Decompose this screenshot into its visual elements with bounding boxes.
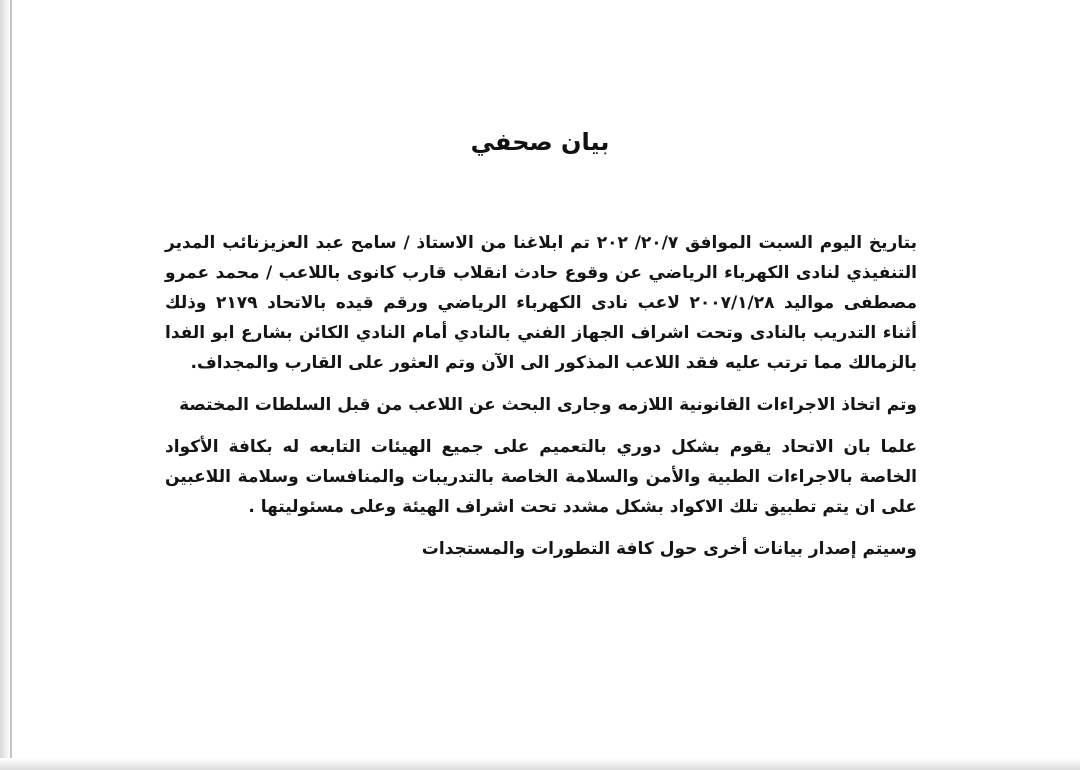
paragraph-safety-codes: علما بان الاتحاد يقوم بشكل دوري بالتعميم على جميع الهيئات التابعه له بكافة الأكواد الخاصة بالاجراءات الطبية والأمن والسلامة الخاصة بالتدريبات والمنافسات وسلامة اللاعبين على ان يتم تطبيق تلك الاكواد بشكل مشدد تحت اشراف الهيئة وعلى مسئوليتها .	[165, 437, 917, 517]
page-left-edge	[0, 0, 12, 770]
document-title: بيان صحفي	[470, 128, 610, 156]
paragraph-legal-procedures: وتم اتخاذ الاجراءات القانونية اللازمه وجارى البحث عن اللاعب من قبل السلطات المختصة	[179, 395, 917, 415]
paragraph-incident-report: بتاريخ اليوم السبت الموافق ٢٠/٧/ ٢٠٢ تم ابلاغنا من الاستاذ / سامح عبد العزيزنائب المدير التنفيذي لنادى الكهرباء الرياضي عن وقوع حادث انقلاب قارب كانوى باللاعب / محمد عمرو مصطفى مواليد ٢٠٠٧/١/٢٨ لاعب نادى الكهرباء الرياضي ورقم قيده بالاتحاد ٢١٧٩ وذلك أثناء التدريب بالنادى وتحت اشراف الجهاز الفني بالنادي أمام النادي الكائن بشارع ابو الفدا بالزمالك مما ترتب عليه فقد اللاعب المذكور الى الآن وتم العثور على القارب والمجداف.	[165, 233, 917, 373]
page-bottom-edge	[0, 758, 1080, 770]
document-body	[165, 228, 917, 564]
paragraph-further-statements: وسيتم إصدار بيانات أخرى حول كافة التطورات والمستجدات	[421, 539, 917, 559]
